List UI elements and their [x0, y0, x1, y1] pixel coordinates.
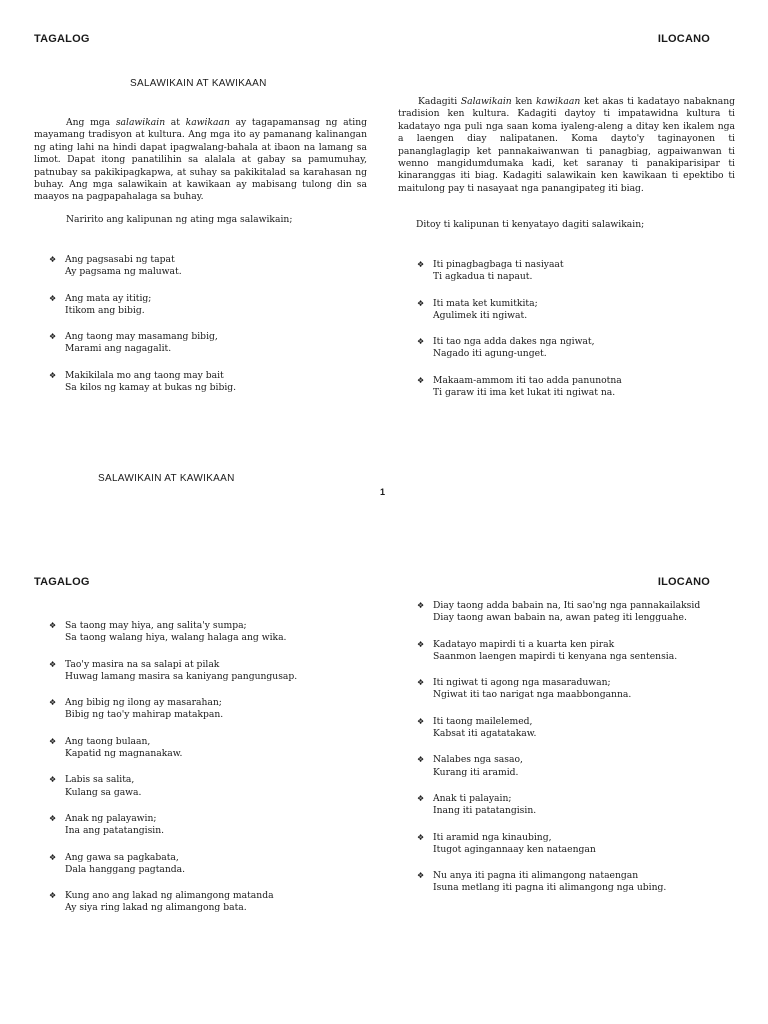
diamond-bullet-icon: ❖ — [417, 793, 425, 803]
proverb-line-2: Diay taong awan babain na, awan pateg iti lengguahe. — [433, 612, 687, 624]
proverb-line-1: Labis sa salita, — [65, 774, 135, 786]
diamond-bullet-icon: ❖ — [417, 260, 425, 269]
diamond-bullet-icon: ❖ — [417, 716, 425, 726]
proverb-line-2: Itugot agingannaay ken nataengan — [433, 843, 596, 855]
proverb-line-2: Bibig ng tao'y mahirap matakpan. — [65, 709, 224, 721]
diamond-bullet-icon: ❖ — [417, 601, 425, 610]
right-language-header: ILOCANO — [657, 576, 710, 588]
proverb-item — [417, 600, 757, 625]
intro-text: Ang mga — [66, 117, 116, 128]
proverb-line-1: Nalabes nga sasao, — [433, 754, 523, 766]
diamond-bullet-icon: ❖ — [49, 332, 57, 342]
proverb-line-2: Kurang iti aramid. — [433, 766, 519, 778]
proverb-line-1: Ang bibig ng ilong ay masarahan; — [65, 697, 222, 709]
proverb-line-2: Sa kilos ng kamay at bukas ng bibig. — [65, 382, 237, 394]
diamond-bullet-icon: ❖ — [49, 621, 57, 630]
proverb-line-2: Nagado iti agung-unget. — [433, 348, 547, 360]
diamond-bullet-icon: ❖ — [417, 832, 425, 842]
tagalog-proverb-list — [49, 254, 369, 408]
proverb-line-2: Ina ang patatangisin. — [65, 825, 165, 837]
proverb-item — [49, 331, 369, 356]
intro-term-kawikaan: kawikaan — [185, 117, 230, 128]
proverb-line-2: Ti agkadua ti napaut. — [433, 271, 533, 283]
proverb-item — [417, 793, 757, 818]
diamond-bullet-icon: ❖ — [49, 293, 57, 303]
diamond-bullet-icon: ❖ — [417, 375, 425, 385]
proverb-item — [49, 852, 379, 877]
proverb-line-1: Iti aramid nga kinaubing, — [433, 831, 552, 843]
intro-text: at — [165, 117, 186, 128]
tagalog-intro-lead: Naririto ang kalipunan ng ating mga salawikain; — [66, 214, 293, 225]
proverb-line-1: Iti mata ket kumitkita; — [433, 297, 538, 309]
intro-text: ket akas ti kadatayo nabaknang tradision ken kultura. Kadagiti daytoy ti impatawidna kultura ti kadatayo nga puli nga saan koma iyaleng-aleng a ditay ken ikalem nga a laengen diay nalipatanen. Koma dayto'y taginayonen ti pananglaglagip ket pannakaiwanwan ti panagbiag, agpaiwanwan ti wenno mangidumdumaka kadi, ket saranay ti panakiparisipar ti kinaranggas iti biag. Kadagiti salawikain ken kawikaan ti epektibo ti maitulong pay ti nasayaat nga panangipateg iti biag. — [398, 96, 735, 194]
diamond-bullet-icon: ❖ — [49, 813, 57, 823]
proverb-line-2: Kulang sa gawa. — [65, 786, 142, 798]
diamond-bullet-icon: ❖ — [49, 736, 57, 746]
proverb-line-2: Ngiwat iti tao narigat nga maabbonganna. — [433, 689, 632, 701]
proverb-line-2: Sa taong walang hiya, walang halaga ang wika. — [65, 632, 287, 644]
proverb-line-1: Kadatayo mapirdi ti a kuarta ken pirak — [433, 638, 615, 650]
intro-text: ay tagapamansag ng ating mayamang tradisyon at kultura. Ang mga ito ay pamanang kalinangan ng ating lahi na hindi dapat ipagwalang-bahala at ibaon na lamang sa limot. Dapat itong panatilihin sa alalala at gabay sa pamumuhay, patnubay sa pakikipagkapwa, at suhay sa pakikitalad sa karahasan ng buhay. Ang mga salawikain at kawikaan ay mabisang tulong din sa maayos na pagpapahalaga sa buhay. — [34, 117, 367, 203]
proverb-line-2: Inang iti patatangisin. — [433, 805, 537, 817]
intro-term-salawikain: Salawikain — [460, 96, 512, 107]
proverb-item — [417, 677, 757, 702]
proverb-line-1: Anak ti palayain; — [433, 792, 512, 804]
proverb-item — [49, 697, 379, 722]
proverb-line-1: Iti tao nga adda dakes nga ngiwat, — [433, 336, 595, 348]
proverb-line-2: Huwag lamang masira sa kaniyang pangungusap. — [65, 670, 298, 682]
page-title: SALAWIKAIN AT KAWIKAAN — [130, 78, 267, 89]
proverb-item — [49, 736, 379, 761]
proverb-line-2: Dala hanggang pagtanda. — [65, 863, 186, 875]
ilocano-proverb-list — [417, 600, 757, 909]
intro-text: ken — [511, 96, 536, 107]
diamond-bullet-icon: ❖ — [417, 678, 425, 688]
proverb-item — [417, 639, 757, 664]
diamond-bullet-icon: ❖ — [49, 370, 57, 380]
proverb-item — [49, 254, 369, 279]
ilocano-intro-lead: Ditoy ti kalipunan ti kenyatayo dagiti salawikain; — [416, 219, 645, 230]
proverb-item — [417, 298, 747, 323]
proverb-line-2: Agulimek iti ngiwat. — [433, 309, 528, 321]
proverb-item — [417, 832, 757, 857]
proverb-line-2: Ay siya ring lakad ng alimangong bata. — [65, 902, 247, 914]
proverb-line-1: Kung ano ang lakad ng alimangong matanda — [65, 890, 274, 902]
intro-term-kawikaan: kawikaan — [535, 96, 581, 107]
tagalog-intro-paragraph — [34, 117, 367, 204]
proverb-item — [49, 620, 379, 645]
intro-term-salawikain: salawikain — [115, 117, 166, 128]
proverb-item — [49, 370, 369, 395]
left-language-header: TAGALOG — [34, 576, 90, 588]
left-language-header: TAGALOG — [34, 33, 90, 45]
proverb-item — [417, 754, 757, 779]
proverb-line-2: Ay pagsama ng maluwat. — [65, 266, 182, 278]
proverb-line-1: Ang mata ay ititig; — [65, 292, 152, 304]
proverb-item — [49, 659, 379, 684]
page-number: 1 — [380, 487, 386, 497]
proverb-item — [417, 870, 757, 895]
proverb-line-2: Isuna metlang iti pagna iti alimangong nga ubing. — [433, 882, 667, 894]
proverb-line-1: Iti pinagbagbaga ti nasiyaat — [433, 259, 564, 270]
diamond-bullet-icon: ❖ — [49, 775, 57, 785]
proverb-item — [417, 375, 747, 400]
proverb-line-2: Kapatid ng magnanakaw. — [65, 748, 183, 760]
proverb-line-2: Itikom ang bibig. — [65, 304, 145, 316]
ilocano-proverb-list — [417, 259, 747, 413]
proverb-line-1: Iti taong mailelemed, — [433, 715, 533, 727]
proverb-line-1: Ang taong bulaan, — [65, 735, 151, 747]
intro-text: Kadagiti — [418, 96, 461, 107]
proverb-item — [417, 336, 747, 361]
proverb-item — [417, 259, 747, 284]
diamond-bullet-icon: ❖ — [49, 891, 57, 901]
proverb-item — [49, 293, 369, 318]
proverb-line-2: Saanmon laengen mapirdi ti kenyana nga sentensia. — [433, 650, 678, 662]
proverb-item — [49, 890, 379, 915]
diamond-bullet-icon: ❖ — [417, 337, 425, 347]
proverb-item — [49, 813, 379, 838]
right-language-header: ILOCANO — [657, 33, 710, 45]
diamond-bullet-icon: ❖ — [49, 698, 57, 708]
proverb-line-1: Sa taong may hiya, ang salita'y sumpa; — [65, 620, 247, 631]
ilocano-intro-paragraph — [398, 96, 735, 195]
proverb-line-1: Makikilala mo ang taong may bait — [65, 369, 224, 381]
proverb-line-1: Tao'y masira na sa salapi at pilak — [65, 658, 220, 670]
diamond-bullet-icon: ❖ — [49, 852, 57, 862]
proverb-line-1: Diay taong adda babain na, Iti sao'ng nga pannakailaksid — [433, 600, 701, 611]
tagalog-proverb-list — [49, 620, 379, 929]
diamond-bullet-icon: ❖ — [417, 639, 425, 649]
proverb-line-1: Nu anya iti pagna iti alimangong nataengan — [433, 870, 639, 882]
diamond-bullet-icon: ❖ — [49, 255, 57, 264]
proverb-line-1: Ang taong may masamang bibig, — [65, 331, 218, 343]
diamond-bullet-icon: ❖ — [49, 659, 57, 669]
proverb-line-1: Anak ng palayawin; — [65, 812, 157, 824]
diamond-bullet-icon: ❖ — [417, 871, 425, 881]
proverb-item — [49, 774, 379, 799]
proverb-line-2: Kabsat iti agatatakaw. — [433, 728, 537, 740]
footer-title: SALAWIKAIN AT KAWIKAAN — [98, 473, 235, 484]
proverb-line-1: Ang pagsasabi ng tapat — [65, 254, 175, 265]
diamond-bullet-icon: ❖ — [417, 755, 425, 765]
diamond-bullet-icon: ❖ — [417, 298, 425, 308]
proverb-line-2: Marami ang nagagalit. — [65, 343, 172, 355]
proverb-line-1: Makaam-ammom iti tao adda panunotna — [433, 374, 622, 386]
proverb-line-1: Ang gawa sa pagkabata, — [65, 851, 179, 863]
proverb-line-2: Ti garaw iti ima ket lukat iti ngiwat na. — [433, 387, 616, 399]
proverb-item — [417, 716, 757, 741]
proverb-line-1: Iti ngiwat ti agong nga masaraduwan; — [433, 677, 611, 689]
